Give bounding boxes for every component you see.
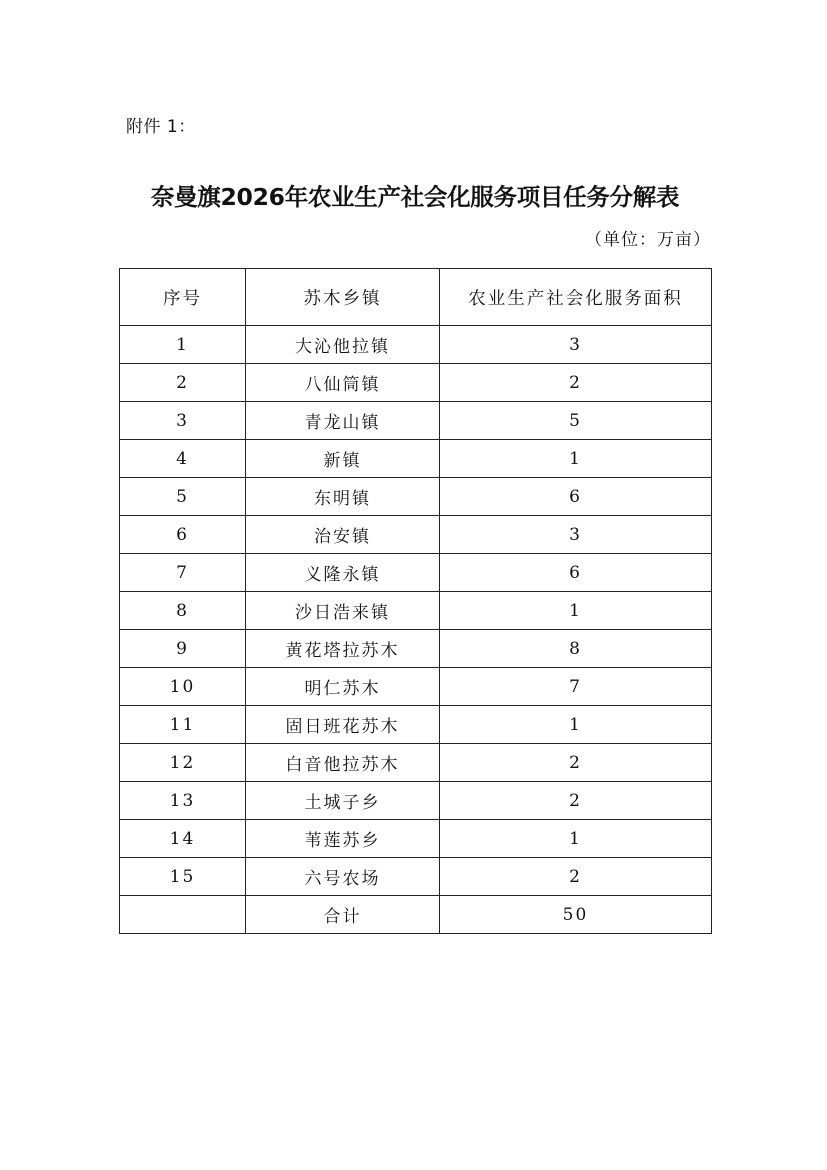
row-number-cell: 14 [120,820,246,858]
table-row [120,326,712,364]
row-town-cell: 黄花塔拉苏木 [246,630,440,668]
row-area-cell: 1 [440,440,712,478]
row-town-cell: 沙日浩来镇 [246,592,440,630]
row-town-cell: 大沁他拉镇 [246,326,440,364]
total-number-cell [120,896,246,934]
row-number-cell: 5 [120,478,246,516]
row-number-cell: 10 [120,668,246,706]
table-row [120,630,712,668]
row-area-cell: 5 [440,402,712,440]
total-area-cell: 50 [440,896,712,934]
row-town-cell: 固日班花苏木 [246,706,440,744]
row-number-cell: 3 [120,402,246,440]
header-town: 苏木乡镇 [246,269,440,326]
row-town-cell: 治安镇 [246,516,440,554]
task-breakdown-table [119,268,712,934]
row-area-cell: 1 [440,592,712,630]
row-town-cell: 土城子乡 [246,782,440,820]
row-town-cell: 义隆永镇 [246,554,440,592]
row-number-cell: 11 [120,706,246,744]
row-town-cell: 白音他拉苏木 [246,744,440,782]
row-number-cell: 1 [120,326,246,364]
row-number-cell: 6 [120,516,246,554]
table-body [120,326,712,934]
table-row [120,782,712,820]
total-row [120,896,712,934]
row-number-cell: 12 [120,744,246,782]
row-number-cell: 15 [120,858,246,896]
row-number-cell: 2 [120,364,246,402]
row-area-cell: 3 [440,516,712,554]
header-service-area: 农业生产社会化服务面积 [440,269,712,326]
table-row [120,516,712,554]
row-town-cell: 苇莲苏乡 [246,820,440,858]
table-row [120,478,712,516]
table-row [120,668,712,706]
row-town-cell: 明仁苏木 [246,668,440,706]
table-row [120,364,712,402]
table-row [120,858,712,896]
total-label-cell: 合计 [246,896,440,934]
row-town-cell: 东明镇 [246,478,440,516]
row-area-cell: 6 [440,478,712,516]
unit-label: （单位：万亩） [585,230,711,250]
row-number-cell: 7 [120,554,246,592]
table-row [120,744,712,782]
row-area-cell: 2 [440,782,712,820]
row-area-cell: 2 [440,364,712,402]
attachment-label: 附件 1： [126,117,196,137]
row-town-cell: 六号农场 [246,858,440,896]
header-number: 序号 [120,269,246,326]
row-area-cell: 3 [440,326,712,364]
row-area-cell: 7 [440,668,712,706]
row-number-cell: 9 [120,630,246,668]
row-town-cell: 八仙筒镇 [246,364,440,402]
row-number-cell: 13 [120,782,246,820]
row-area-cell: 2 [440,858,712,896]
row-town-cell: 青龙山镇 [246,402,440,440]
row-number-cell: 4 [120,440,246,478]
row-area-cell: 8 [440,630,712,668]
row-area-cell: 1 [440,820,712,858]
table-row [120,402,712,440]
row-area-cell: 6 [440,554,712,592]
table-row [120,440,712,478]
table-row [120,820,712,858]
row-area-cell: 2 [440,744,712,782]
table-row [120,592,712,630]
table-row [120,554,712,592]
table-header-row [120,269,712,326]
row-area-cell: 1 [440,706,712,744]
table-row [120,706,712,744]
row-town-cell: 新镇 [246,440,440,478]
document-title: 奈曼旗2026年农业生产社会化服务项目任务分解表 [150,183,680,211]
row-number-cell: 8 [120,592,246,630]
